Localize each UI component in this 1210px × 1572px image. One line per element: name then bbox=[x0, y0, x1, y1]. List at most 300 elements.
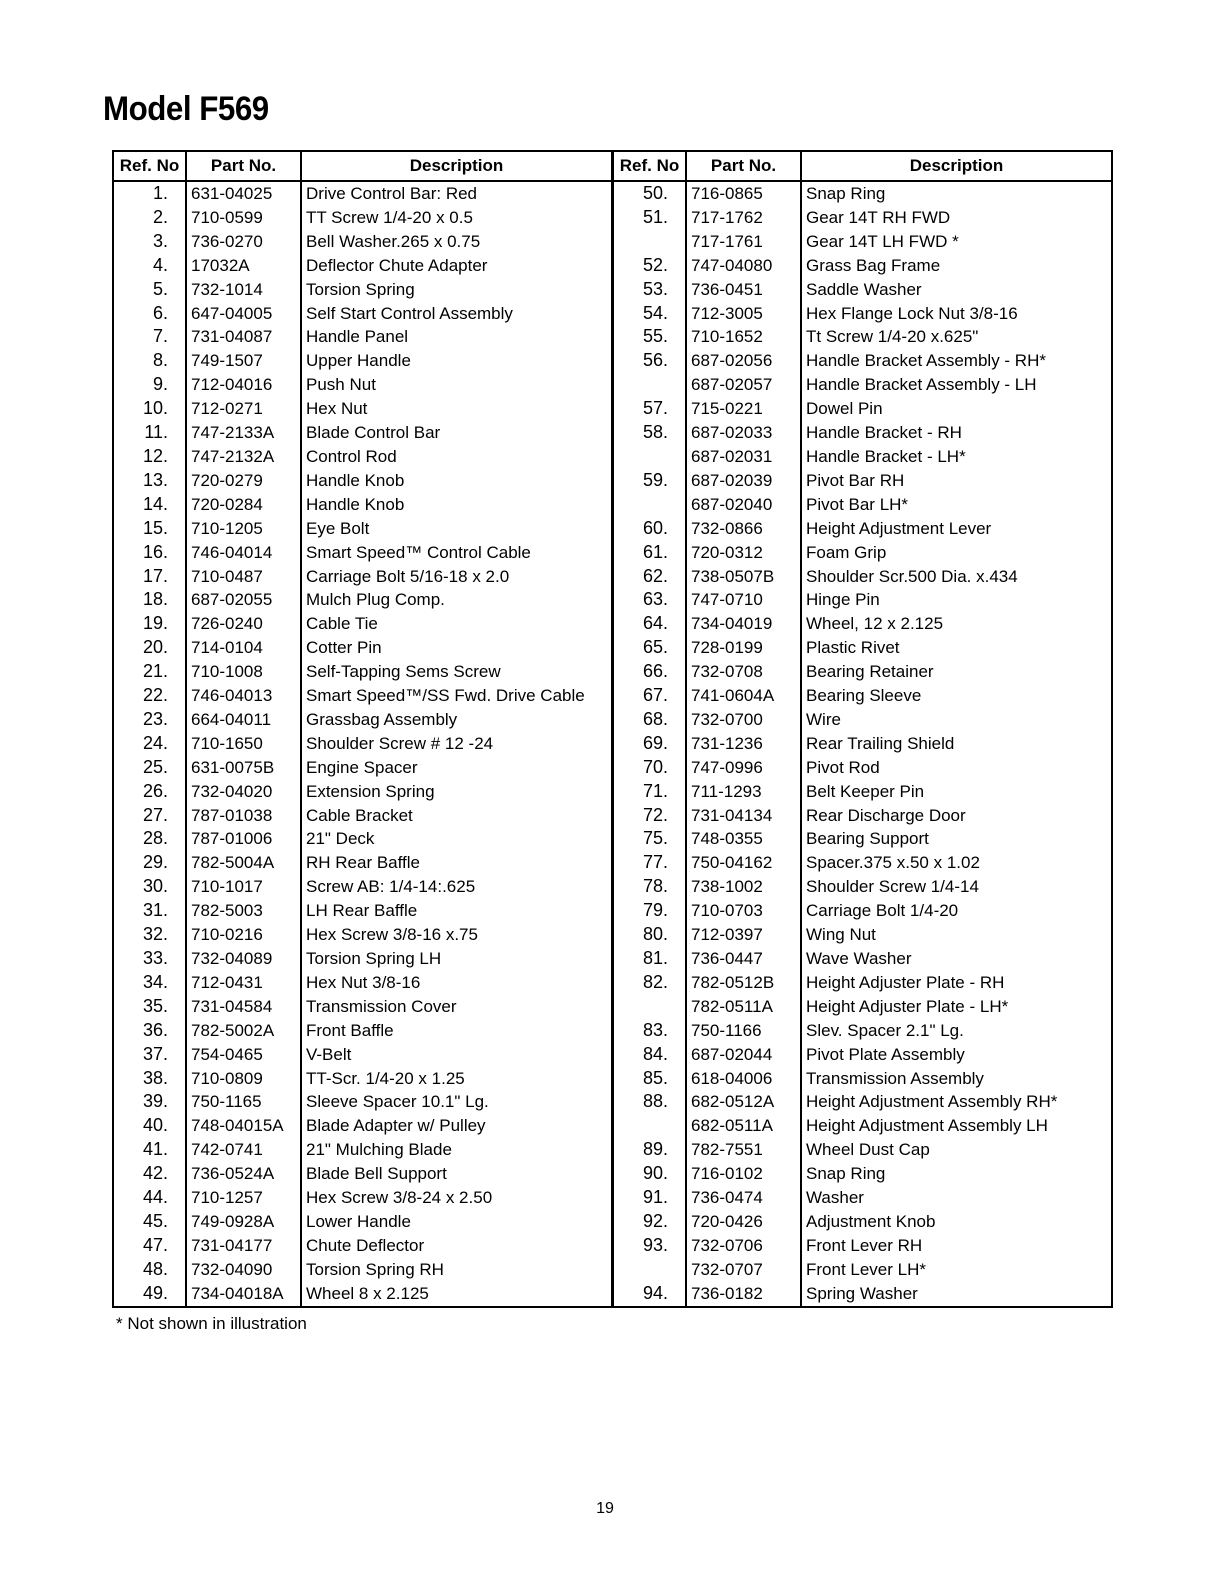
ref-no-cell: 79. bbox=[642, 900, 668, 921]
ref-no-cell: 83. bbox=[642, 1019, 668, 1040]
part-no-cell: 687-02057 bbox=[686, 373, 801, 397]
ref-no-cell: 81. bbox=[642, 948, 668, 968]
ref-no-cell: 82. bbox=[642, 971, 668, 992]
description-cell: Plastic Rivet bbox=[801, 636, 1112, 660]
part-no-cell: 738-0507B bbox=[686, 565, 801, 589]
table-row bbox=[113, 181, 612, 206]
table-row bbox=[613, 349, 1112, 373]
ref-no-cell: 47. bbox=[142, 1234, 168, 1255]
part-no-cell: 747-04080 bbox=[686, 254, 801, 278]
table-row bbox=[613, 421, 1112, 445]
part-no-cell: 717-1762 bbox=[686, 206, 801, 230]
part-no-cell: 720-0279 bbox=[186, 469, 301, 493]
page-number: 19 bbox=[596, 1500, 614, 1517]
table-row bbox=[113, 1114, 612, 1138]
ref-no-cell: 28. bbox=[142, 828, 168, 849]
ref-no-cell: 59. bbox=[642, 469, 668, 490]
ref-no-cell: 6. bbox=[152, 302, 168, 323]
ref-no-cell: 1. bbox=[152, 183, 168, 203]
table-row bbox=[113, 1090, 612, 1114]
ref-no-cell: 63. bbox=[642, 589, 668, 610]
description-cell: Drive Control Bar: Red bbox=[301, 181, 612, 206]
description-cell: Spring Washer bbox=[801, 1282, 1112, 1307]
table-row bbox=[613, 899, 1112, 923]
table-row bbox=[113, 1186, 612, 1210]
description-cell: Height Adjustment Assembly LH bbox=[801, 1114, 1112, 1138]
description-cell: Engine Spacer bbox=[301, 756, 612, 780]
description-cell: Rear Trailing Shield bbox=[801, 732, 1112, 756]
part-no-cell: 736-0182 bbox=[686, 1282, 801, 1307]
description-cell: Sleeve Spacer 10.1" Lg. bbox=[301, 1090, 612, 1114]
table-row bbox=[113, 349, 612, 373]
table-row bbox=[613, 1019, 1112, 1043]
table-row bbox=[613, 325, 1112, 349]
table-row bbox=[113, 971, 612, 995]
description-cell: Pivot Rod bbox=[801, 756, 1112, 780]
ref-no-cell: 68. bbox=[642, 708, 668, 729]
part-no-cell: 732-04020 bbox=[186, 780, 301, 804]
table-row bbox=[113, 827, 612, 851]
ref-no-cell: 40. bbox=[142, 1115, 168, 1136]
part-no-cell: 787-01038 bbox=[186, 804, 301, 828]
part-no-cell: 731-04134 bbox=[686, 804, 801, 828]
description-cell: Height Adjuster Plate - RH bbox=[801, 971, 1112, 995]
ref-no-cell: 49. bbox=[142, 1282, 168, 1303]
table-row bbox=[113, 804, 612, 828]
table-row bbox=[613, 541, 1112, 565]
part-no-cell: 732-04089 bbox=[186, 947, 301, 971]
part-no-cell: 710-0216 bbox=[186, 923, 301, 947]
ref-no-cell: 20. bbox=[142, 637, 168, 658]
description-cell: Mulch Plug Comp. bbox=[301, 588, 612, 612]
description-cell: Hinge Pin bbox=[801, 588, 1112, 612]
table-header-row bbox=[113, 151, 612, 181]
table-row bbox=[613, 995, 1112, 1019]
ref-no-cell: 50. bbox=[642, 183, 668, 203]
ref-no-cell: 17. bbox=[142, 565, 168, 586]
ref-no-cell: 35. bbox=[142, 995, 168, 1016]
description-cell: Bearing Support bbox=[801, 827, 1112, 851]
description-cell: Belt Keeper Pin bbox=[801, 780, 1112, 804]
description-cell: Pivot Bar LH* bbox=[801, 493, 1112, 517]
table-row bbox=[613, 827, 1112, 851]
table-row bbox=[113, 947, 612, 971]
table-row bbox=[613, 660, 1112, 684]
ref-no-cell: 88. bbox=[642, 1091, 668, 1112]
description-cell: V-Belt bbox=[301, 1043, 612, 1067]
ref-no-cell: 56. bbox=[642, 350, 668, 371]
table-row bbox=[113, 325, 612, 349]
part-no-cell: 734-04018A bbox=[186, 1282, 301, 1307]
table-row bbox=[613, 1282, 1112, 1307]
part-no-cell: 17032A bbox=[186, 254, 301, 278]
part-no-cell: 750-1166 bbox=[686, 1019, 801, 1043]
ref-no-cell: 61. bbox=[642, 541, 668, 562]
table-row bbox=[113, 708, 612, 732]
description-cell: Lower Handle bbox=[301, 1210, 612, 1234]
ref-no-cell: 8. bbox=[152, 350, 168, 371]
part-no-cell: 647-04005 bbox=[186, 302, 301, 326]
header-ref-no: Ref. No bbox=[113, 151, 186, 181]
table-row bbox=[613, 708, 1112, 732]
table-row bbox=[613, 397, 1112, 421]
table-row bbox=[613, 684, 1112, 708]
ref-no-cell: 45. bbox=[142, 1210, 168, 1231]
ref-no-cell: 75. bbox=[642, 828, 668, 849]
ref-no-cell: 19. bbox=[142, 613, 168, 634]
ref-no-cell: 9. bbox=[152, 374, 168, 395]
ref-no-cell: 52. bbox=[642, 254, 668, 275]
table-row bbox=[613, 1234, 1112, 1258]
ref-no-cell: 42. bbox=[142, 1163, 168, 1184]
part-no-cell: 747-2133A bbox=[186, 421, 301, 445]
description-cell: Upper Handle bbox=[301, 349, 612, 373]
part-no-cell: 715-0221 bbox=[686, 397, 801, 421]
ref-no-cell bbox=[613, 373, 686, 397]
table-row bbox=[613, 1138, 1112, 1162]
ref-no-cell: 51. bbox=[642, 206, 668, 227]
ref-no-cell: 13. bbox=[142, 469, 168, 490]
ref-no-cell: 14. bbox=[142, 493, 168, 514]
table-row bbox=[113, 373, 612, 397]
table-row bbox=[613, 302, 1112, 326]
ref-no-cell: 22. bbox=[142, 685, 168, 706]
part-no-cell: 782-0512B bbox=[686, 971, 801, 995]
description-cell: Snap Ring bbox=[801, 1162, 1112, 1186]
ref-no-cell: 80. bbox=[642, 924, 668, 945]
ref-no-cell: 26. bbox=[142, 780, 168, 801]
part-no-cell: 782-5003 bbox=[186, 899, 301, 923]
part-no-cell: 631-0075B bbox=[186, 756, 301, 780]
description-cell: 21" Mulching Blade bbox=[301, 1138, 612, 1162]
description-cell: Smart Speed™/SS Fwd. Drive Cable bbox=[301, 684, 612, 708]
ref-no-cell bbox=[613, 995, 686, 1019]
ref-no-cell: 53. bbox=[642, 278, 668, 299]
description-cell: Dowel Pin bbox=[801, 397, 1112, 421]
description-cell: Handle Bracket Assembly - LH bbox=[801, 373, 1112, 397]
description-cell: Torsion Spring LH bbox=[301, 947, 612, 971]
ref-no-cell: 78. bbox=[642, 876, 668, 897]
table-row bbox=[113, 899, 612, 923]
description-cell: Smart Speed™ Control Cable bbox=[301, 541, 612, 565]
table-row bbox=[613, 230, 1112, 254]
ref-no-cell: 66. bbox=[642, 661, 668, 682]
table-row bbox=[113, 1138, 612, 1162]
part-no-cell: 720-0312 bbox=[686, 541, 801, 565]
part-no-cell: 712-0431 bbox=[186, 971, 301, 995]
table-row bbox=[113, 780, 612, 804]
table-row bbox=[613, 851, 1112, 875]
description-cell: Self-Tapping Sems Screw bbox=[301, 660, 612, 684]
header-ref-no: Ref. No bbox=[613, 151, 686, 181]
description-cell: Handle Bracket Assembly - RH* bbox=[801, 349, 1112, 373]
table-row bbox=[113, 469, 612, 493]
description-cell: Handle Bracket - LH* bbox=[801, 445, 1112, 469]
ref-no-cell: 70. bbox=[642, 756, 668, 777]
ref-no-cell: 25. bbox=[142, 756, 168, 777]
parts-table-right bbox=[612, 150, 1113, 1308]
description-cell: Wheel 8 x 2.125 bbox=[301, 1282, 612, 1307]
part-no-cell: 687-02031 bbox=[686, 445, 801, 469]
description-cell: Cable Tie bbox=[301, 612, 612, 636]
ref-no-cell: 69. bbox=[642, 732, 668, 753]
ref-no-cell: 44. bbox=[142, 1187, 168, 1208]
table-row bbox=[613, 612, 1112, 636]
description-cell: Handle Panel bbox=[301, 325, 612, 349]
table-row bbox=[613, 1186, 1112, 1210]
table-row bbox=[613, 732, 1112, 756]
table-row bbox=[613, 923, 1112, 947]
part-no-cell: 782-7551 bbox=[686, 1138, 801, 1162]
ref-no-cell: 41. bbox=[142, 1139, 168, 1160]
part-no-cell: 712-0397 bbox=[686, 923, 801, 947]
table-row bbox=[613, 756, 1112, 780]
part-no-cell: 734-04019 bbox=[686, 612, 801, 636]
part-no-cell: 712-04016 bbox=[186, 373, 301, 397]
table-row bbox=[113, 732, 612, 756]
table-row bbox=[613, 254, 1112, 278]
table-row bbox=[113, 445, 612, 469]
part-no-cell: 710-1257 bbox=[186, 1186, 301, 1210]
table-row bbox=[113, 1067, 612, 1091]
table-row bbox=[113, 875, 612, 899]
header-part-no: Part No. bbox=[186, 151, 301, 181]
description-cell: Torsion Spring bbox=[301, 278, 612, 302]
ref-no-cell: 4. bbox=[152, 254, 168, 275]
ref-no-cell: 84. bbox=[642, 1043, 668, 1064]
ref-no-cell: 36. bbox=[142, 1019, 168, 1040]
table-row bbox=[113, 612, 612, 636]
ref-no-cell: 58. bbox=[642, 422, 668, 443]
description-cell: Blade Bell Support bbox=[301, 1162, 612, 1186]
table-row bbox=[113, 923, 612, 947]
ref-no-cell bbox=[613, 230, 686, 254]
description-cell: Handle Knob bbox=[301, 493, 612, 517]
part-no-cell: 787-01006 bbox=[186, 827, 301, 851]
table-row bbox=[113, 254, 612, 278]
table-row bbox=[613, 1090, 1112, 1114]
table-row bbox=[613, 445, 1112, 469]
ref-no-cell: 38. bbox=[142, 1067, 168, 1088]
part-no-cell: 732-04090 bbox=[186, 1258, 301, 1282]
description-cell: Cable Bracket bbox=[301, 804, 612, 828]
part-no-cell: 732-0700 bbox=[686, 708, 801, 732]
ref-no-cell: 92. bbox=[642, 1210, 668, 1231]
part-no-cell: 736-0474 bbox=[686, 1186, 801, 1210]
ref-no-cell: 55. bbox=[642, 326, 668, 347]
part-no-cell: 710-1017 bbox=[186, 875, 301, 899]
table-row bbox=[113, 1019, 612, 1043]
description-cell: Height Adjustment Lever bbox=[801, 517, 1112, 541]
ref-no-cell: 72. bbox=[642, 804, 668, 825]
description-cell: Wheel Dust Cap bbox=[801, 1138, 1112, 1162]
description-cell: Push Nut bbox=[301, 373, 612, 397]
table-row bbox=[113, 636, 612, 660]
description-cell: Transmission Cover bbox=[301, 995, 612, 1019]
part-no-cell: 687-02056 bbox=[686, 349, 801, 373]
part-no-cell: 618-04006 bbox=[686, 1067, 801, 1091]
ref-no-cell: 60. bbox=[642, 517, 668, 538]
description-cell: Bearing Retainer bbox=[801, 660, 1112, 684]
table-row bbox=[613, 181, 1112, 206]
part-no-cell: 754-0465 bbox=[186, 1043, 301, 1067]
header-part-no: Part No. bbox=[686, 151, 801, 181]
part-no-cell: 664-04011 bbox=[186, 708, 301, 732]
ref-no-cell: 21. bbox=[142, 661, 168, 682]
part-no-cell: 732-0866 bbox=[686, 517, 801, 541]
table-row bbox=[113, 684, 612, 708]
description-cell: Chute Deflector bbox=[301, 1234, 612, 1258]
description-cell: Cotter Pin bbox=[301, 636, 612, 660]
ref-no-cell: 5. bbox=[152, 278, 168, 299]
ref-no-cell: 67. bbox=[642, 685, 668, 706]
ref-no-cell: 23. bbox=[142, 708, 168, 729]
ref-no-cell: 62. bbox=[642, 565, 668, 586]
description-cell: Adjustment Knob bbox=[801, 1210, 1112, 1234]
table-row bbox=[113, 1210, 612, 1234]
table-row bbox=[613, 875, 1112, 899]
ref-no-cell bbox=[613, 445, 686, 469]
description-cell: Wave Washer bbox=[801, 947, 1112, 971]
table-row bbox=[613, 804, 1112, 828]
part-no-cell: 710-1650 bbox=[186, 732, 301, 756]
part-no-cell: 631-04025 bbox=[186, 181, 301, 206]
ref-no-cell: 16. bbox=[142, 541, 168, 562]
table-row bbox=[113, 278, 612, 302]
part-no-cell: 731-04087 bbox=[186, 325, 301, 349]
description-cell: RH Rear Baffle bbox=[301, 851, 612, 875]
part-no-cell: 728-0199 bbox=[686, 636, 801, 660]
table-row bbox=[613, 469, 1112, 493]
table-row bbox=[113, 995, 612, 1019]
table-row bbox=[113, 660, 612, 684]
part-no-cell: 711-1293 bbox=[686, 780, 801, 804]
description-cell: TT-Scr. 1/4-20 x 1.25 bbox=[301, 1067, 612, 1091]
table-row bbox=[613, 206, 1112, 230]
ref-no-cell: 15. bbox=[142, 517, 168, 538]
description-cell: Height Adjustment Assembly RH* bbox=[801, 1090, 1112, 1114]
ref-no-cell: 71. bbox=[642, 780, 668, 801]
part-no-cell: 710-1205 bbox=[186, 517, 301, 541]
description-cell: Bell Washer.265 x 0.75 bbox=[301, 230, 612, 254]
part-no-cell: 712-3005 bbox=[686, 302, 801, 326]
description-cell: Snap Ring bbox=[801, 181, 1112, 206]
description-cell: Handle Knob bbox=[301, 469, 612, 493]
part-no-cell: 747-0996 bbox=[686, 756, 801, 780]
part-no-cell: 736-0524A bbox=[186, 1162, 301, 1186]
description-cell: Wire bbox=[801, 708, 1112, 732]
table-row bbox=[613, 1258, 1112, 1282]
part-no-cell: 716-0865 bbox=[686, 181, 801, 206]
ref-no-cell: 89. bbox=[642, 1139, 668, 1160]
ref-no-cell bbox=[613, 493, 686, 517]
header-description: Description bbox=[801, 151, 1112, 181]
part-no-cell: 732-0706 bbox=[686, 1234, 801, 1258]
description-cell: Self Start Control Assembly bbox=[301, 302, 612, 326]
part-no-cell: 712-0271 bbox=[186, 397, 301, 421]
footnote: * Not shown in illustration bbox=[116, 1314, 307, 1333]
table-header-row bbox=[613, 151, 1112, 181]
part-no-cell: 720-0426 bbox=[686, 1210, 801, 1234]
description-cell: Height Adjuster Plate - LH* bbox=[801, 995, 1112, 1019]
part-no-cell: 687-02055 bbox=[186, 588, 301, 612]
description-cell: Carriage Bolt 1/4-20 bbox=[801, 899, 1112, 923]
description-cell: Pivot Bar RH bbox=[801, 469, 1112, 493]
part-no-cell: 782-5004A bbox=[186, 851, 301, 875]
description-cell: Bearing Sleeve bbox=[801, 684, 1112, 708]
part-no-cell: 731-04584 bbox=[186, 995, 301, 1019]
table-row bbox=[113, 1282, 612, 1307]
table-row bbox=[113, 421, 612, 445]
part-no-cell: 682-0511A bbox=[686, 1114, 801, 1138]
description-cell: Rear Discharge Door bbox=[801, 804, 1112, 828]
table-row bbox=[113, 565, 612, 589]
table-row bbox=[613, 1210, 1112, 1234]
ref-no-cell: 94. bbox=[642, 1282, 668, 1303]
ref-no-cell: 27. bbox=[142, 804, 168, 825]
table-row bbox=[613, 971, 1112, 995]
part-no-cell: 687-02040 bbox=[686, 493, 801, 517]
table-row bbox=[613, 278, 1112, 302]
description-cell: Foam Grip bbox=[801, 541, 1112, 565]
table-row bbox=[613, 1162, 1112, 1186]
part-no-cell: 731-1236 bbox=[686, 732, 801, 756]
description-cell: Wheel, 12 x 2.125 bbox=[801, 612, 1112, 636]
ref-no-cell: 93. bbox=[642, 1234, 668, 1255]
ref-no-cell: 54. bbox=[642, 302, 668, 323]
header-description: Description bbox=[301, 151, 612, 181]
description-cell: Wing Nut bbox=[801, 923, 1112, 947]
part-no-cell: 710-1008 bbox=[186, 660, 301, 684]
ref-no-cell: 65. bbox=[642, 637, 668, 658]
ref-no-cell: 85. bbox=[642, 1067, 668, 1088]
ref-no-cell: 91. bbox=[642, 1187, 668, 1208]
table-row bbox=[113, 206, 612, 230]
description-cell: Hex Screw 3/8-16 x.75 bbox=[301, 923, 612, 947]
table-row bbox=[613, 565, 1112, 589]
ref-no-cell bbox=[613, 1114, 686, 1138]
part-no-cell: 732-1014 bbox=[186, 278, 301, 302]
description-cell: Control Rod bbox=[301, 445, 612, 469]
ref-no-cell: 29. bbox=[142, 852, 168, 873]
parts-table-right-body bbox=[613, 181, 1112, 1307]
description-cell: Shoulder Screw # 12 -24 bbox=[301, 732, 612, 756]
table-row bbox=[113, 756, 612, 780]
ref-no-cell: 2. bbox=[152, 206, 168, 227]
description-cell: Hex Nut 3/8-16 bbox=[301, 971, 612, 995]
description-cell: TT Screw 1/4-20 x 0.5 bbox=[301, 206, 612, 230]
part-no-cell: 782-5002A bbox=[186, 1019, 301, 1043]
description-cell: Carriage Bolt 5/16-18 x 2.0 bbox=[301, 565, 612, 589]
part-no-cell: 710-0703 bbox=[686, 899, 801, 923]
ref-no-cell: 10. bbox=[142, 398, 168, 419]
ref-no-cell: 24. bbox=[142, 732, 168, 753]
ref-no-cell: 57. bbox=[642, 398, 668, 419]
description-cell: Screw AB: 1/4-14:.625 bbox=[301, 875, 612, 899]
table-row bbox=[613, 373, 1112, 397]
part-no-cell: 750-04162 bbox=[686, 851, 801, 875]
part-no-cell: 710-0487 bbox=[186, 565, 301, 589]
description-cell: Pivot Plate Assembly bbox=[801, 1043, 1112, 1067]
part-no-cell: 682-0512A bbox=[686, 1090, 801, 1114]
description-cell: Slev. Spacer 2.1" Lg. bbox=[801, 1019, 1112, 1043]
description-cell: Transmission Assembly bbox=[801, 1067, 1112, 1091]
description-cell: Eye Bolt bbox=[301, 517, 612, 541]
part-no-cell: 749-0928A bbox=[186, 1210, 301, 1234]
ref-no-cell bbox=[613, 1258, 686, 1282]
part-no-cell: 738-1002 bbox=[686, 875, 801, 899]
description-cell: Grassbag Assembly bbox=[301, 708, 612, 732]
